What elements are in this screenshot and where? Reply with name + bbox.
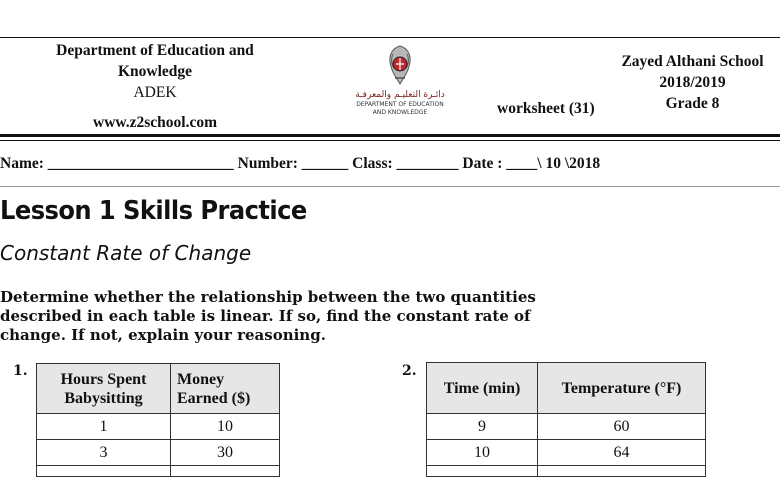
column-header: Hours Spent Babysitting: [37, 364, 171, 414]
lesson-subtitle: Constant Rate of Change: [0, 241, 252, 265]
table-cell: 3: [37, 440, 171, 466]
problem-number-1: 1.: [13, 363, 28, 379]
website-link[interactable]: www.z2school.com: [93, 114, 217, 131]
lesson-title: Lesson 1 Skills Practice: [0, 196, 307, 226]
adek-logo: [345, 44, 455, 116]
table-cell: 10: [427, 440, 538, 466]
table-cell: 10: [171, 414, 280, 440]
column-header: Money Earned ($): [171, 364, 280, 414]
column-header: Time (min): [427, 363, 538, 414]
org-abbreviation: ADEK: [133, 84, 177, 101]
org-name-line2: Knowledge: [117, 63, 193, 80]
table-row: [427, 466, 706, 477]
table-cell: 1: [37, 414, 171, 440]
table-row: [427, 414, 706, 440]
grade-label: Grade 8: [665, 95, 720, 112]
table-cell: 64: [538, 440, 706, 466]
org-header: [30, 40, 280, 133]
table-row: [37, 466, 280, 477]
student-info-fields[interactable]: Name: ________________________ Number: ______ Class: ________ Date : ____\ 10 \2018: [0, 155, 601, 172]
emblem-icon: [383, 44, 417, 88]
column-header: Temperature (°F): [538, 363, 706, 414]
top-rule: [0, 37, 780, 38]
school-year: 2018/2019: [659, 74, 726, 91]
header-rule-thick: [0, 134, 780, 137]
problem-1-table: [36, 363, 280, 477]
table-cell: 60: [538, 414, 706, 440]
table-row: [427, 440, 706, 466]
logo-english-line1: DEPARTMENT OF EDUCATION: [356, 101, 444, 108]
worksheet-label: worksheet (31): [497, 100, 595, 117]
header-rule-thin: [0, 140, 780, 141]
school-header: [600, 51, 780, 114]
table-row: [37, 440, 280, 466]
logo-english-line2: AND KNOWLEDGE: [372, 108, 428, 116]
logo-arabic-text: دائـرة التعليـم والمعرفـة: [355, 90, 445, 100]
problem-2-table: [426, 362, 706, 477]
org-name-line1: Department of Education and: [56, 42, 254, 59]
table-cell: 9: [427, 414, 538, 440]
school-name: Zayed Althani School: [621, 53, 764, 70]
table-row: [37, 414, 280, 440]
problem-number-2: 2.: [402, 363, 417, 379]
table-cell: 30: [171, 440, 280, 466]
instructions-text: Determine whether the relationship between the two quantities described in each table is linear. If so, find the constant rate of change. If not, explain your reasoning.: [0, 288, 536, 344]
fields-rule: [0, 186, 780, 187]
